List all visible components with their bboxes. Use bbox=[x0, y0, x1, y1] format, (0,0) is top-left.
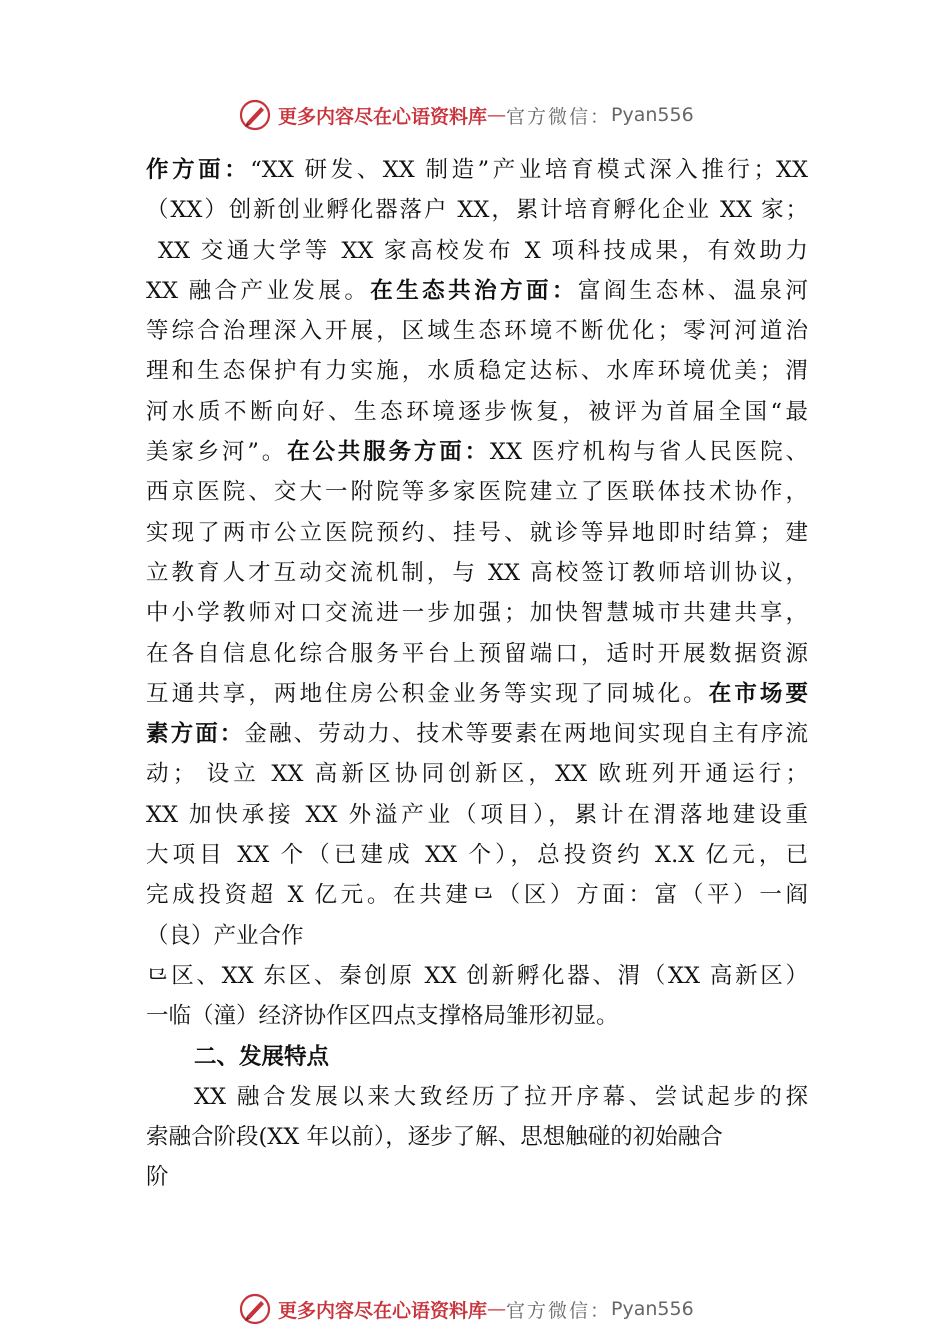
text-line bbox=[146, 674, 808, 714]
text-line bbox=[146, 432, 808, 472]
document-body bbox=[146, 150, 808, 1198]
text-line bbox=[146, 593, 808, 633]
text-line bbox=[146, 1157, 808, 1197]
bold-run: 素方面： bbox=[146, 721, 245, 748]
text-run: 中小学教师对口交流进一步加强；加快智慧城市共建共享， bbox=[146, 600, 808, 627]
text-line bbox=[146, 553, 808, 593]
text-line bbox=[146, 351, 808, 391]
text-line bbox=[146, 150, 808, 190]
text-run: 理和生态保护有力实施，水质稳定达标、水库环境优美；渭 bbox=[146, 358, 808, 385]
bold-run: 在市场要 bbox=[708, 680, 808, 707]
watermark-contact-label: 官方微信： bbox=[506, 105, 612, 128]
text-run: 实现了两市公立医院预约、挂号、就诊等异地即时结算；建 bbox=[146, 519, 808, 546]
text-run: 在各自信息化综合服务平台上预留端口，适时开展数据资源 bbox=[146, 640, 808, 667]
text-line bbox=[146, 996, 808, 1036]
text-run: 富阎生态林、温泉河 bbox=[577, 277, 808, 304]
bold-run: 在公共服务方面： bbox=[287, 439, 490, 466]
watermark-contact-id: Pyan556 bbox=[611, 104, 694, 126]
text-run: 二、发展特点 bbox=[194, 1043, 330, 1070]
text-line bbox=[146, 1077, 808, 1117]
text-run: 完成投资超 X 亿元。在共建⺋（区）方面：富（平）一阎 bbox=[146, 882, 808, 909]
text-run: XX 加快承接 XX 外溢产业（项目），累计在渭落地建设重 bbox=[146, 801, 808, 828]
text-run: XX 融合发展以来大致经历了拉开序幕、尝试起步的探 bbox=[194, 1083, 808, 1110]
section-heading bbox=[146, 1037, 808, 1077]
text-line bbox=[146, 472, 808, 512]
text-run: 金融、劳动力、技术等要素在两地间实现自主有序流 bbox=[244, 721, 808, 748]
text-line bbox=[146, 1117, 808, 1157]
text-line bbox=[146, 271, 808, 311]
watermark-banner-bottom bbox=[238, 1290, 694, 1328]
watermark-banner-top bbox=[238, 96, 694, 134]
text-line bbox=[146, 190, 808, 230]
text-line bbox=[146, 392, 808, 432]
text-run: 索融合阶段(XX 年以前），逐步了解、思想触碰的初始融合 bbox=[146, 1124, 723, 1151]
watermark-contact-label: 官方微信： bbox=[506, 1299, 612, 1322]
pen-logo-icon bbox=[238, 98, 272, 132]
bold-run: 作方面： bbox=[146, 157, 251, 183]
text-run: 大项目 XX 个（已建成 XX 个），总投资约 X.X 亿元，已 bbox=[146, 842, 808, 869]
text-line bbox=[146, 835, 808, 875]
text-line bbox=[146, 634, 808, 674]
watermark-contact-id: Pyan556 bbox=[611, 1298, 694, 1320]
text-run: 互通共享，两地住房公积金业务等实现了同城化。 bbox=[146, 680, 709, 707]
text-line bbox=[146, 875, 808, 915]
text-run: XX 医疗机构与省人民医院、 bbox=[489, 439, 808, 466]
text-run: （良）产业合作 bbox=[146, 922, 304, 949]
text-run: XX 融合产业发展。 bbox=[146, 277, 371, 304]
pen-logo-icon bbox=[238, 1292, 272, 1326]
text-run: XX 交通大学等 XX 家高校发布 X 项科技成果，有效助力 bbox=[158, 237, 808, 264]
text-run: 西京医院、交大一附院等多家医院建立了医联体技术协作， bbox=[146, 479, 808, 506]
text-line bbox=[146, 231, 808, 271]
text-run: ⺋区、XX 东区、秦创原 XX 创新孵化器、渭（XX 高新区） bbox=[146, 962, 808, 989]
text-run: “XX 研发、XX 制造”产业培育模式深入推行；XX bbox=[250, 157, 808, 183]
text-line bbox=[146, 754, 808, 794]
text-run: 阶 bbox=[146, 1164, 169, 1191]
text-run: 等综合治理深入开展，区域生态环境不断优化；零河河道治 bbox=[146, 318, 808, 345]
text-run: 动； 设立 XX 高新区协同创新区，XX 欧班列开通运行； bbox=[146, 761, 808, 788]
text-line bbox=[146, 795, 808, 835]
text-line bbox=[146, 311, 808, 351]
text-run: 一临（潼）经济协作区四点支撑格局雏形初显。 bbox=[146, 1003, 619, 1030]
bold-run: 在生态共治方面： bbox=[370, 277, 578, 304]
text-run: 美家乡河”。 bbox=[146, 439, 288, 466]
text-run: 河水质不断向好、生态环境逐步恢复，被评为首届全国“最 bbox=[146, 398, 808, 425]
watermark-dash: — bbox=[487, 1298, 507, 1320]
text-run: 立教育人才互动交流机制，与 XX 高校签订教师培训协议， bbox=[146, 559, 808, 586]
text-line bbox=[146, 916, 808, 956]
text-run: （XX）创新创业孵化器落户 XX，累计培育孵化企业 XX 家； bbox=[146, 197, 808, 224]
watermark-dash: — bbox=[487, 104, 507, 126]
text-line bbox=[146, 956, 808, 996]
text-line bbox=[146, 714, 808, 754]
watermark-brand-text: 更多内容尽在心语资料库 bbox=[278, 1299, 488, 1322]
text-line bbox=[146, 513, 808, 553]
watermark-brand-text: 更多内容尽在心语资料库 bbox=[278, 105, 488, 128]
